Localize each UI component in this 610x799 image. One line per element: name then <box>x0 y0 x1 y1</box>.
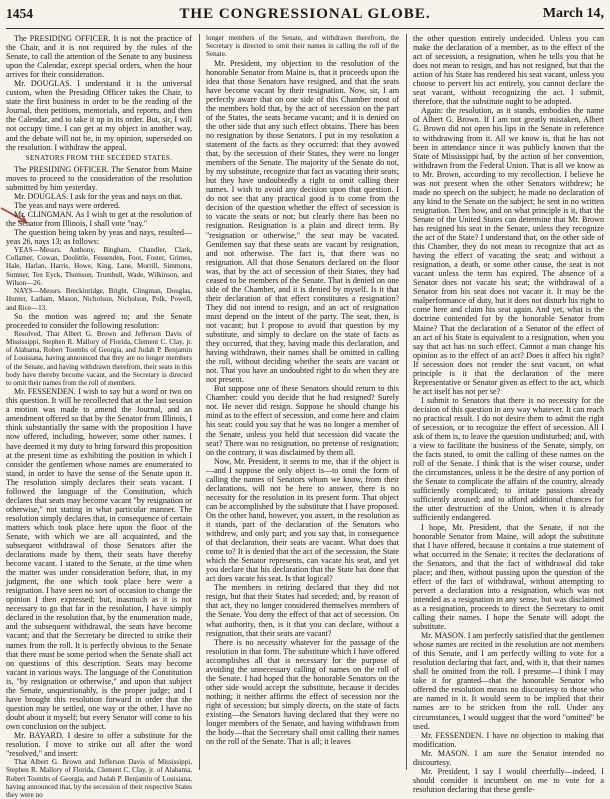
issue-date: March 14, <box>542 6 604 21</box>
paragraph: longer members of the Senate, and withdrawn therefrom, the Secretary is directed to omit their names in calling the roll of the Senate. <box>206 34 399 59</box>
column-rule <box>199 34 200 770</box>
text-columns <box>6 34 604 799</box>
paragraph: I submit to Senators that there is no necessity for the decision of this question in any way whatever. It can reach no practical result. I do not desire them to admit the right of secession, or to recognize the effect of secession. All I ask of them is, to leave the question undisturbed; and, with a view to facilitate the business of the Senate, simply, on the facts stated, to omit the calling of these names on the roll of the Senate. I think that is the wiser course, under the circumstances, unless it be the desire of any portion of the Senate to complicate the affairs of the country, already sufficiently complicated; to irritate passions already sufficiently aroused; and to afford additional chances for the utter destruction of the Union, when it is already sufficiently endangered. <box>413 395 604 523</box>
paragraph: The question being taken by yeas and nays, resulted—yeas 26, nays 13; as follows: <box>6 227 192 247</box>
column-1 <box>6 34 192 799</box>
paragraph: Mr. FESSENDEN. I wish to say but a word or two on this question. It will be recollected that at the last session a motion was made to amend the Journal, and an amendment offered so that by the Senator from Illinois, I think substantially the same with the proposition I have now offered, including, however, some other names. I have deemed it my duty to bring forward this proposition at the present time as exhibiting the position in which I consider the gentlemen whose names are enumerated to stand, in order to have the sense of the Senate upon it. The resolution simply declares their seats vacant. I followed the language of the Constitution, which declares that seats may become vacant "by resignation or otherwise," not stating in what particular manner. The resolution simply declares that, in consequence of certain matters which took place here upon the floor of the Senate, with which we are all acquainted, and the subsequent withdrawal of those Senators after the declarations made by them, their seats have thereby become vacant. I stated to the Senate, at the time when the matter was under consideration before, that, in my judgment, the one which took place here were a resignation. I have seen no sort of occasion to change the opinion I then expressed; but, inasmuch as it is not necessary to go that far in the resolution, I have simply declared in the resolution that, by the enumeration made, and the subsequent withdrawal, the seats have become vacant; and that the Secretary be directed to strike their names from the roll. It is perfectly obvious to the Senate that there must be some period when the Senate shall act on questions of this description. Seats may become vacant in various ways. The language of the Constitution is, "by resignation or otherwise," and upon that subject the Senate, unquestionably, is the proper judge; and I have brought this resolution forward in order that the question may be settled, one way or the other. I have no doubt about it myself; but every Senator will come to his own conclusion on the subject. <box>6 387 192 731</box>
paragraph: Mr. President, I say I would cheerfully—indeed, I should consider it incumbent on me to vote for a resolution declaring that these gentle- <box>413 766 604 794</box>
paragraph: The yeas and nays were ordered. <box>14 200 121 210</box>
paragraph: the other question entirely undecided. Unless you can make the declaration of a member, as to the effect of the act of secession, a resignation, when he tells you that he does not mean to resign, and has not resigned, but that the action of his State has rendered his seat vacant, unless you choose to pervert his act entirely, you cannot declare the seat vacant, without recognizing the act. I submit, therefore, that the substitute ought to be adopted. <box>413 34 604 107</box>
paragraph: So the motion was agreed to; and the Senate proceeded to consider the following resolution: <box>6 311 192 330</box>
paragraph: Mr. DOUGLAS. I understand it is the universal custom, when the Presiding Officer takes the Chair, to state the first business in order to be the reading of the Journal, then petitions, memorials, and reports, and then the Calendar, and to take it up in its order. But, sir, I will not occupy time. I can get at my object in another way, and the debate will not be, in my opinion, superseded on the resolution. I withdraw the appeal. <box>6 79 192 152</box>
paragraph: Now, Mr. President, it seems to me, that if the object is—and I suppose the only object is—to omit the form of calling the names of Senators whom we know, from their declarations, will not be here to answer, there is no necessity for the resolution in its present form. That object can be accomplished by the substitute that I have proposed. On the other hand, however, you assert, in the resolution as it stands, part of the declaration of the Senators who withdrew, and only part; and you say that, in consequence of that declaration, their seats are vacant. What does that come to? It is denied that the act of the secession, the State which the Senator represents, can vacate his seat, and yet you declare that his declaration that the State has done that act does vacate his seat. Is that logical? <box>206 456 399 584</box>
paragraph: Resolved, That Albert G. Brown and Jefferson Davis of Mississippi, Stephen R. Mallory of Florida, Clement C. Clay, jr. of Alabama, Robert Toombs of Georgia, and Judah P. Benjamin of Louisiana, having announced that they are no longer members of the Senate, and having withdrawn therefrom, their seats in this body have thereby become vacant, and the Secretary is directed to omit their names from the roll of members. <box>6 329 192 388</box>
paragraph: Mr. MASON. I am sure the Senator intended no discourtesy. <box>413 748 604 767</box>
publication-title: THE CONGRESSIONAL GLOBE. <box>179 6 431 22</box>
page-number: 1454 <box>6 6 33 21</box>
paragraph: Mr. BAYARD. I desire to offer a substitute for the resolution. I move to strike out all after the word "resolved," and insert: <box>6 731 192 759</box>
paragraph: The PRESIDING OFFICER. It is not the practice of the Chair, and it is not required by the rules of the Senate, to call the attention of the Senate to any business upon the Calendar, except special orders, when the hour arrives for their consideration. <box>6 34 192 80</box>
column-2 <box>206 34 399 770</box>
column-rule <box>406 34 407 770</box>
paragraph: I hope, Mr. President, that the Senate, if not the honorable Senator from Maine, will adopt the substitute that I have offered, because it contains a true statement of what occurred in the Senate; it recites the declarations of the Senators, and that the fact of withdrawal did take place; and then, without passing upon the question of the effect of the fact of withdrawal, without attempting to pervert a declaration into a resignation, which was not intended as a resignation in any sense, but was disclaimed as a resignation, proceeds to direct the Secretary to omit calling their names. I hope the Senate will adopt the substitute. <box>413 522 604 632</box>
paragraph: YEAS—Messrs. Anthony, Bingham, Chandler, Clark, Collamer, Cowan, Doolittle, Fessenden, Foot, Foster, Grimes, Hale, Harlan, Harris, Howe, King, Lane, Morrill, Simmons, Sumner, Ten Eyck, Thomson, Trumbull, Wade, Wilkinson, and Wilson—26. <box>6 246 192 287</box>
paragraph: Mr. DOUGLAS. I ask for the yeas and nays on that. <box>14 191 183 201</box>
column-3 <box>413 34 604 794</box>
section-heading: SENATORS FROM THE SECEDED STATES. <box>25 153 173 162</box>
paragraph: The members in retiring declared that they did not resign, but that their States had seceded; and, by reason of that act, they no longer considered themselves members of the Senate. You deny the effect of that act of secession. On what authority, then, is it that you can declare, without a resignation, that their seats are vacant? <box>206 583 399 638</box>
paragraph: Mr. FESSENDEN. I have no objection to making that modification. <box>413 730 604 749</box>
paragraph: That Albert G. Brown and Jefferson Davis of Mississippi, Stephen R. Mallory of Florida, Clement C. Clay, jr. of Alabama, Robert Toombs of Georgia, and Judah P. Benjamin of Louisiana, having announced that, by the secession of their respective States they were no <box>6 758 192 799</box>
paragraph: Again: the resolution, as it stands, embodies the name of Albert G. Brown. If I am not greatly mistaken, Albert G. Brown did not open his lips in the Senate in reference to withdrawing from it. All we know is, that he has not been in attendance since it was publicly known that the State of Mississippi had, by the action of her convention, withdrawn from the Federal Union. That is all we know as to Mr. Brown, according to my recollection. I believe he was not present when the other Senators withdrew; he made no speech on the subject; he made no declaration of any kind to the Senate on the subject; he sent in no written resignation. Then how, and on what principle is it, that the Senate of the United States can determine that Mr. Brown has resigned his seat in the Senate, unless they recognize the act of the State? I understand that, on the other side of this Chamber, they do not mean to recognize that act as having the effect of vacating the seat; and without a resignation, a death, or some other cause, the seat is not vacant unless the term has expired. The absence of a Senator does not vacate his seat; the withdrawal of a Senator from his seat does not vacate it. It may be the malperformance of duty, but it does not disturb his right to come here and claim his seat again. And yet, what is the doctrine contended for by the honorable Senator from Maine? That the declaration of a Senator of the effect of an act of his State is equivalent to a resignation, when you say that act has no such effect. Cannot a man change his opinion as to the effect of an act? Does it affect his right? If secession does not render the seat vacant, on what principle is it that the declaration of the mere Representative or Senator given as effect to the act, which he act itself has not per se? <box>413 106 604 396</box>
paragraph: Mr. President, my objection to the resolution of the honorable Senator from Maine is, that it proceeds upon the idea that those Senators have resigned, and that the seats have become vacant by their resignation. Now, sir, I am perfectly aware that on one side of this Chamber most of the members hold that, by the act of secession on the part of the States, the seats became vacant; and it is denied on the other side that any such effect obtains. There has been no resignation by those Senators. I put in my resolution a statement of the facts as they occurred: that they avowed that, by the secession of their States, they were no longer members of the Senate. The majority of the Senate do not, by my substitute, recognize that fact as vacating their seats; but they have undoubtedly a right to omit calling their names. I wish to avoid any decision upon that question. I do not see that any practical good is to come from the decision of the question whether the effect of secession is to vacate the seats or not; but clearly there has been no resignation. Resignation is a plain and direct term. By "resignation or otherwise," the seat may be vacated. Gentlemen say that these seats are vacant by resignation, and not otherwise. The fact is, that there was no resignation. All that those Senators declared on the floor was, that by the act of secession of their States, they had ceased to be members of the Senate. That is denied on one side of the Chamber, and it is denied by myself. Is it that their declaration of that effect constitutes a resignation? They did not intend to resign, and an act of resignation must depend on the intent of the party. The seat, then, is not vacant; but I propose to avoid that question by my substitute, and simply to declare on the state of facts as they occurred, that they, having made this declaration, and having withdrawn, their names shall be omitted in calling the roll, without deciding whether the seats are vacant or not. That you have an undoubted right to do when they are not present. <box>206 58 399 385</box>
paragraph: NAYS—Messrs. Breckinridge, Bright, Clingman, Douglas, Hunter, Latham, Mason, Nicholson, Nicholson, Polk, Powell, and Rice—13. <box>6 287 192 312</box>
paragraph: Mr. CLINGMAN. As I wish to get at the resolution of the Senator from Illinois, I shall vote "nay." <box>6 209 192 228</box>
paragraph: Mr. MASON. I am perfectly satisfied that the gentlemen whose names are recited in the resolution are not members of this Senate, and I am perfectly willing to vote for a resolution declaring that fact, and, with it, that their names shall be omitted from the roll. I presume—I think I may take it for granted—that the honorable Senator who offered the resolution means no discourtesy to those who are named in it. It would seem to be implied that their names are to be stricken from the roll. Under any circumstances, I would suggest that the word "omitted" be used. <box>413 631 604 731</box>
paragraph: There is no necessity whatever for the passage of the resolution in that form. The substitute which I have offered accomplishes all that is necessary for the purpose of avoiding the unnecessary calling of names on the roll of the Senate. I had hoped that the honorable Senators on the other side would accept the substitute, because it decides nothing; it neither affirms the effect of secession nor the right of secession; but simply directs, on the state of facts existing—the Senators having declared that they were no longer members of the Senate, and having withdrawn from the body—that the Secretary shall omit calling their names on the roll of the Senate. That is all; it leaves <box>206 637 399 747</box>
page-header <box>6 6 604 29</box>
paragraph: The PRESIDING OFFICER. The Senator from Maine moves to proceed to the consideration of the resolution submitted by him yesterday. <box>6 164 192 192</box>
paragraph: But suppose one of these Senators should return to this Chamber: could you decide that he had resigned? Surely not. He never did resign. Suppose he should change his mind as to the effect of secession, and come here and claim his seat: could you say that he was no longer a member of the Senate, unless you held that secession did vacate the seat? There was no resignation, no pretense of resignation; on the contrary, it was disclaimed by them all. <box>206 384 399 457</box>
